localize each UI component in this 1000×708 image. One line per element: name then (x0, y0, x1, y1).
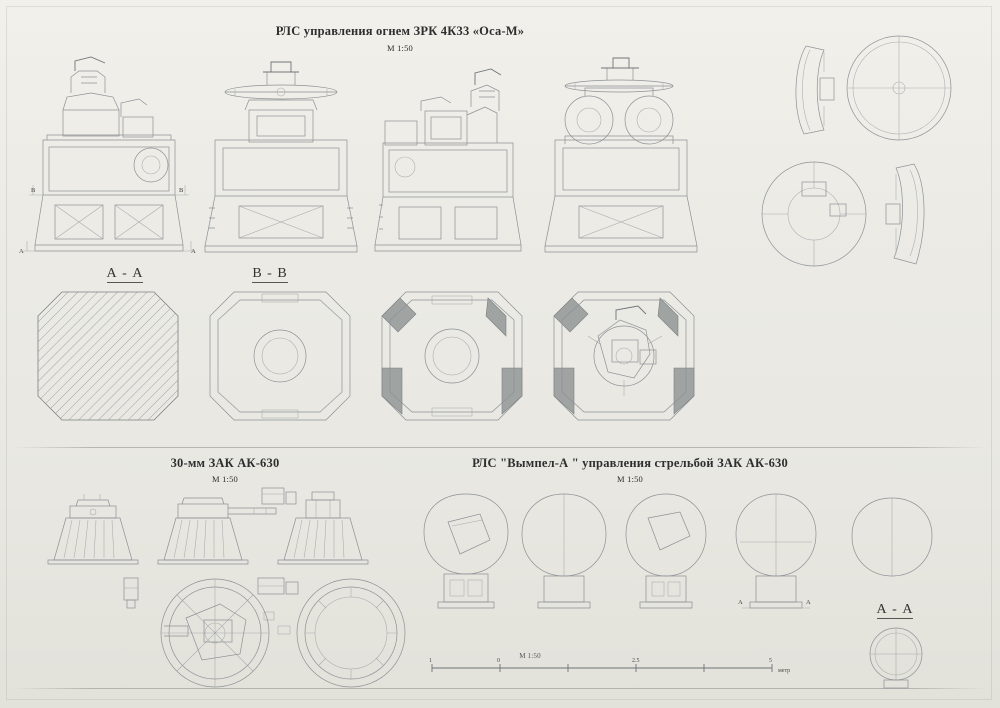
svg-text:В: В (31, 187, 36, 194)
divider-upper (14, 447, 986, 448)
scale-bar-label: М 1:50 (519, 652, 541, 660)
svg-text:А: А (806, 599, 811, 606)
divider-lower (14, 688, 986, 689)
bottom-left-block-title: 30-мм ЗАК АК-630 (170, 456, 280, 470)
svg-text:1: 1 (429, 658, 432, 664)
bottom-right-block-scale: М 1:50 (617, 474, 643, 484)
svg-text:2.5: 2.5 (632, 658, 640, 664)
bottom-right-block-title: РЛС "Вымпел-А " управления стрельбой ЗАК АК-630 (472, 456, 788, 470)
paper-edge (6, 6, 992, 700)
section-label-a-a-top: А - А (106, 266, 144, 281)
section-label-a-a-bottom: А - А (876, 602, 914, 617)
svg-text:А: А (19, 248, 24, 255)
svg-text:А: А (738, 599, 743, 606)
svg-text:А: А (191, 248, 196, 255)
svg-text:0: 0 (497, 658, 500, 664)
svg-text:В: В (179, 187, 184, 194)
top-block-title: РЛС управления огнем ЗРК 4К33 «Оса-М» (275, 24, 525, 38)
top-block-scale: М 1:50 (387, 43, 413, 53)
svg-text:5: 5 (769, 658, 772, 664)
svg-text:метр: метр (778, 668, 791, 674)
section-label-b-b-top: В - В (252, 266, 288, 281)
bottom-left-block-scale: М 1:50 (212, 474, 238, 484)
